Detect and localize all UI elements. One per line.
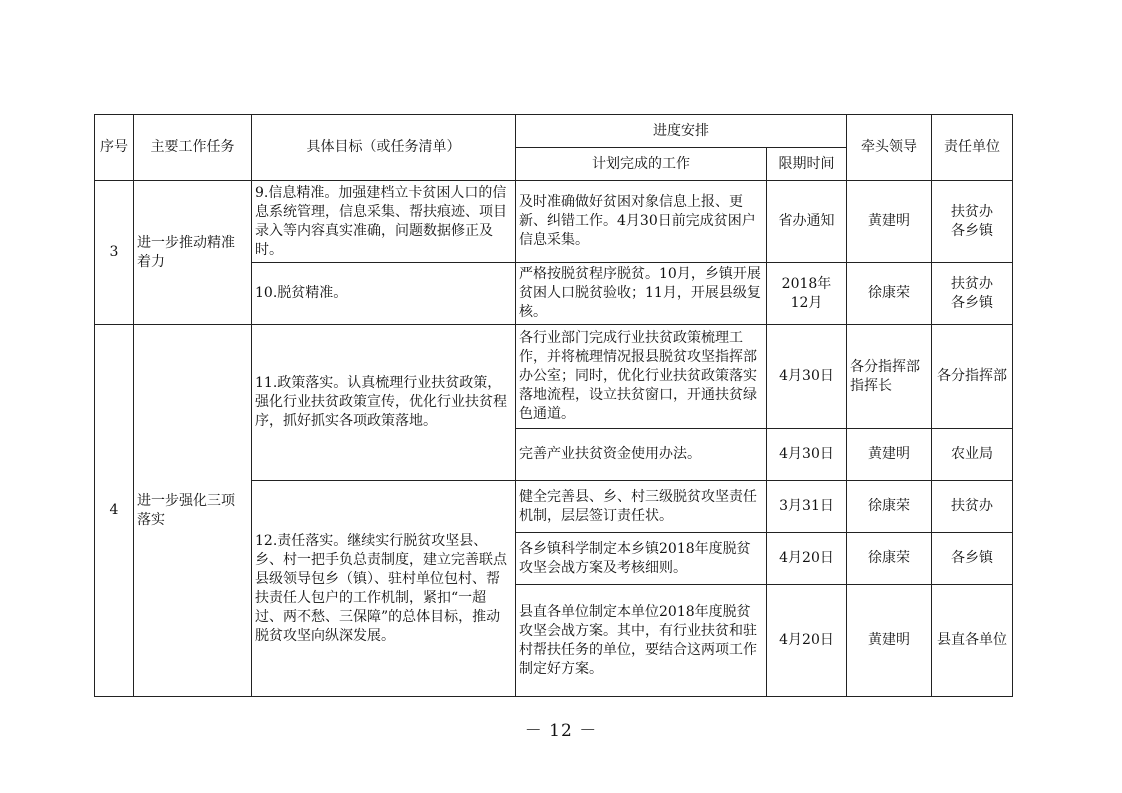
row-unit: 各乡镇 [932,533,1013,585]
row-planned-work: 严格按脱贫程序脱贫。10月，乡镇开展贫困人口脱贫验收；11月，开展县级复核。 [516,263,767,325]
row-goal: 11.政策落实。认真梳理行业扶贫政策，强化行业扶贫政策宣传，优化行业扶贫程序，抓好抓实各项政策落地。 [252,325,516,481]
deadline-line: 12月 [790,294,823,311]
row-goal: 12.责任落实。继续实行脱贫攻坚县、乡、村一把手负总责制度，建立完善联点县级领导包乡（镇）、驻村单位包村、帮扶责任人包户的工作机制，紧扣“一超过、两不愁、三保障”的总体目标，推动脱贫攻坚向纵深发展。 [252,481,516,697]
row-leader: 黄建明 [847,181,932,263]
row-goal: 10.脱贫精准。 [252,263,516,325]
row-deadline: 4月30日 [767,429,847,481]
table-row [95,181,1013,263]
row-planned-work: 各乡镇科学制定本乡镇2018年度脱贫攻坚会战方案及考核细则。 [516,533,767,585]
row-planned-work: 各行业部门完成行业扶贫政策梳理工作，并将梳理情况报县脱贫攻坚指挥部办公室；同时，优化行业扶贫政策落实落地流程，设立扶贫窗口，开通扶贫绿色通道。 [516,325,767,429]
row-leader: 黄建明 [847,429,932,481]
row-main-task: 进一步推动精准着力 [134,181,252,325]
row-planned-work: 县直各单位制定本单位2018年度脱贫攻坚会战方案。其中，有行业扶贫和驻村帮扶任务的单位，要结合这两项工作制定好方案。 [516,585,767,697]
header-progress: 进度安排 [516,115,847,148]
row-goal: 9.信息精准。加强建档立卡贫困人口的信息系统管理，信息采集、帮扶痕迹、项目录入等内容真实准确，问题数据修正及时。 [252,181,516,263]
row-unit: 农业局 [932,429,1013,481]
table-row [95,325,1013,429]
row-planned-work: 完善产业扶贫资金使用办法。 [516,429,767,481]
row-main-task: 进一步强化三项落实 [134,325,252,697]
header-main-task: 主要工作任务 [134,115,252,181]
header-row [95,115,1013,148]
row-deadline: 3月31日 [767,481,847,533]
row-deadline: 4月30日 [767,325,847,429]
row-leader: 各分指挥部指挥长 [847,325,932,429]
unit-line: 扶贫办 [951,275,993,292]
page-number: － 12 － [524,721,598,741]
row-deadline [767,263,847,325]
row-leader: 黄建明 [847,585,932,697]
row-unit: 县直各单位 [932,585,1013,697]
header-unit: 责任单位 [932,115,1013,181]
row-leader: 徐康荣 [847,263,932,325]
row-planned-work: 及时准确做好贫困对象信息上报、更新、纠错工作。4月30日前完成贫困户信息采集。 [516,181,767,263]
row-deadline: 4月20日 [767,585,847,697]
row-planned-work: 健全完善县、乡、村三级脱贫攻坚责任机制，层层签订责任状。 [516,481,767,533]
row-deadline: 4月20日 [767,533,847,585]
row-unit [932,181,1013,263]
deadline-line: 2018年 [781,275,832,292]
header-goal: 具体目标（或任务清单） [252,115,516,181]
unit-line: 各乡镇 [951,294,993,311]
row-unit: 扶贫办 [932,481,1013,533]
row-unit [932,263,1013,325]
header-deadline: 限期时间 [767,148,847,181]
unit-line: 各乡镇 [951,222,993,239]
row-seq: 4 [95,325,134,697]
row-unit: 各分指挥部 [932,325,1013,429]
header-leader: 牵头领导 [847,115,932,181]
header-planned-work: 计划完成的工作 [516,148,767,181]
row-deadline: 省办通知 [767,181,847,263]
header-seq: 序号 [95,115,134,181]
row-leader: 徐康荣 [847,481,932,533]
row-seq: 3 [95,181,134,325]
work-plan-table [94,114,1013,697]
unit-line: 扶贫办 [951,203,993,220]
row-leader: 徐康荣 [847,533,932,585]
